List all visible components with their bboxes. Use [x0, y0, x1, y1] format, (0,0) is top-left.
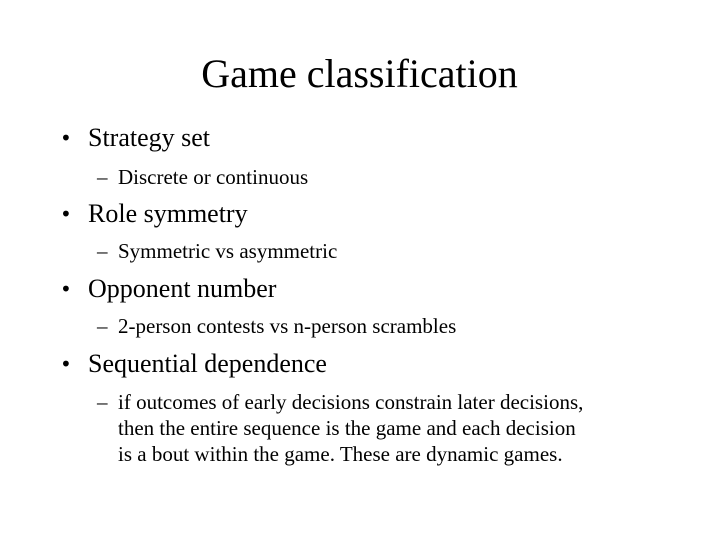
- bullet-label: Opponent number: [88, 274, 277, 303]
- bullet-marker: •: [60, 277, 72, 301]
- subbullet-marker: –: [97, 239, 108, 263]
- subbullet-marker: –: [97, 165, 108, 189]
- subbullet-role-symmetry: [97, 238, 697, 264]
- subbullet-text: 2-person contests vs n-person scrambles: [118, 314, 457, 338]
- bullet-sequential-dependence: [60, 349, 660, 379]
- slide-title: Game classification: [201, 51, 518, 96]
- subbullet-sequential-dependence: [97, 389, 697, 469]
- subbullet-opponent-number: [97, 313, 697, 339]
- bullet-opponent-number: [60, 274, 660, 304]
- subbullet-marker: –: [97, 314, 108, 338]
- subbullet-marker: –: [97, 390, 108, 414]
- bullet-role-symmetry: [60, 199, 660, 229]
- subbullet-text: Discrete or continuous: [118, 165, 309, 189]
- bullet-marker: •: [60, 126, 72, 150]
- bullet-label: Strategy set: [88, 123, 211, 152]
- bullet-label: Sequential dependence: [88, 349, 327, 378]
- bullet-marker: •: [60, 202, 72, 226]
- subbullet-strategy-set: [97, 164, 697, 190]
- bullet-strategy-set: [60, 123, 660, 153]
- bullet-marker: •: [60, 352, 72, 376]
- bullet-label: Role symmetry: [88, 199, 248, 228]
- subbullet-text: Symmetric vs asymmetric: [118, 239, 338, 263]
- subbullet-text: if outcomes of early decisions constrain later decisions, then the entire sequence is the game and each decision is a bout within the game. These are dynamic games.: [118, 390, 584, 466]
